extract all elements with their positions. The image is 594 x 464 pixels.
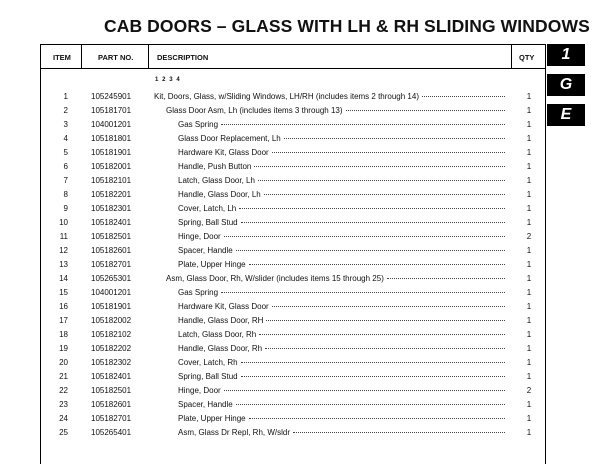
quantity: 1	[526, 92, 532, 101]
quantity: 1	[526, 358, 532, 367]
description-text: Glass Door Asm, Lh (includes items 3 through 13)	[166, 106, 343, 115]
quantity: 1	[526, 106, 532, 115]
dot-leader	[241, 375, 505, 377]
item-number: 24	[59, 414, 68, 423]
parts-table	[40, 44, 546, 464]
table-row	[41, 328, 545, 342]
header-qty: QTY	[519, 53, 535, 62]
description-text: Spring, Ball Stud	[178, 218, 238, 227]
section-tab: E	[547, 104, 585, 126]
description-cell	[178, 174, 505, 188]
description-text: Hardware Kit, Glass Door	[178, 302, 269, 311]
item-number: 10	[59, 218, 68, 227]
description-text: Glass Door Replacement, Lh	[178, 134, 281, 143]
description-text: Hinge, Door	[178, 386, 221, 395]
description-cell	[178, 258, 505, 272]
quantity: 1	[526, 344, 532, 353]
part-number: 105182302	[91, 358, 132, 367]
item-number: 6	[63, 162, 68, 171]
item-number: 1	[63, 92, 68, 101]
table-row	[41, 370, 545, 384]
header-divider	[511, 45, 512, 68]
description-cell	[178, 230, 505, 244]
item-number: 19	[59, 344, 68, 353]
description-cell	[178, 286, 505, 300]
item-number: 25	[59, 428, 68, 437]
dot-leader	[387, 277, 505, 279]
dot-leader	[422, 95, 505, 97]
description-text: Cover, Latch, Lh	[178, 204, 237, 213]
part-number: 105265401	[91, 428, 132, 437]
item-number: 2	[63, 106, 68, 115]
part-number: 105265301	[91, 274, 132, 283]
description-text: Handle, Push Button	[178, 162, 252, 171]
description-cell	[178, 244, 505, 258]
section-tab: G	[547, 74, 585, 96]
description-cell	[178, 202, 505, 216]
quantity: 2	[526, 386, 532, 395]
indent-level-markers	[155, 77, 184, 83]
part-number: 104001201	[91, 120, 132, 129]
table-row	[41, 342, 545, 356]
dot-leader	[224, 389, 505, 391]
description-cell	[178, 188, 505, 202]
description-text: Plate, Upper Hinge	[178, 260, 246, 269]
section-tab: 1	[547, 44, 585, 66]
description-cell	[166, 272, 505, 286]
description-cell	[178, 314, 505, 328]
description-text: Kit, Doors, Glass, w/Sliding Windows, LH/RH (includes items 2 through 14)	[154, 92, 419, 101]
table-row	[41, 286, 545, 300]
description-text: Gas Spring	[178, 288, 219, 297]
item-number: 3	[63, 120, 68, 129]
description-cell	[178, 412, 505, 426]
part-number: 105182401	[91, 372, 132, 381]
quantity: 1	[526, 218, 532, 227]
item-number: 23	[59, 400, 68, 409]
item-number: 22	[59, 386, 68, 395]
description-text: Gas Spring	[178, 120, 219, 129]
description-text: Spacer, Handle	[178, 400, 233, 409]
quantity: 2	[526, 232, 532, 241]
description-cell	[178, 216, 505, 230]
item-number: 18	[59, 330, 68, 339]
dot-leader	[272, 305, 505, 307]
table-row	[41, 90, 545, 104]
quantity: 1	[526, 260, 532, 269]
part-number: 105181801	[91, 134, 132, 143]
item-number: 8	[63, 190, 68, 199]
description-cell	[178, 384, 505, 398]
quantity: 1	[526, 372, 532, 381]
dot-leader	[293, 431, 505, 433]
part-number: 105181901	[91, 148, 132, 157]
description-text: Plate, Upper Hinge	[178, 414, 246, 423]
description-cell	[178, 146, 505, 160]
part-number: 105182601	[91, 246, 132, 255]
quantity: 1	[526, 176, 532, 185]
description-cell	[178, 356, 505, 370]
dot-leader	[249, 417, 505, 419]
part-number: 105245901	[91, 92, 132, 101]
item-number: 12	[59, 246, 68, 255]
quantity: 1	[526, 400, 532, 409]
dot-leader	[241, 221, 505, 223]
dot-leader	[272, 151, 505, 153]
table-row	[41, 160, 545, 174]
dot-leader	[265, 347, 505, 349]
description-text: Spring, Ball Stud	[178, 372, 238, 381]
quantity: 1	[526, 316, 532, 325]
header-part-no: PART NO.	[98, 53, 134, 62]
quantity: 1	[526, 288, 532, 297]
table-row	[41, 300, 545, 314]
table-row	[41, 384, 545, 398]
part-number: 105182401	[91, 218, 132, 227]
part-number: 105182601	[91, 400, 132, 409]
item-number: 11	[59, 232, 68, 241]
part-number: 105182102	[91, 330, 132, 339]
quantity: 1	[526, 148, 532, 157]
table-row	[41, 230, 545, 244]
part-number: 105182301	[91, 204, 132, 213]
part-number: 105182201	[91, 190, 132, 199]
part-number: 105182701	[91, 260, 132, 269]
dot-leader	[266, 319, 505, 321]
description-text: Asm, Glass Dr Repl, Rh, W/sldr	[178, 428, 291, 437]
description-cell	[178, 398, 505, 412]
table-row	[41, 132, 545, 146]
table-row	[41, 272, 545, 286]
description-cell	[178, 370, 505, 384]
description-cell	[166, 104, 505, 118]
table-row	[41, 118, 545, 132]
item-number: 7	[63, 176, 68, 185]
item-number: 16	[59, 302, 68, 311]
item-number: 4	[63, 134, 68, 143]
table-row	[41, 104, 545, 118]
level-marker: 4	[176, 77, 181, 83]
description-text: Asm, Glass Door, Rh, W/slider (includes items 15 through 25)	[166, 274, 384, 283]
dot-leader	[236, 403, 505, 405]
quantity: 1	[526, 414, 532, 423]
dot-leader	[241, 361, 505, 363]
table-row	[41, 216, 545, 230]
table-body	[41, 90, 545, 440]
table-row	[41, 244, 545, 258]
item-number: 9	[63, 204, 68, 213]
item-number: 13	[59, 260, 68, 269]
part-number: 105182202	[91, 344, 132, 353]
header-item: ITEM	[53, 53, 71, 62]
quantity: 1	[526, 246, 532, 255]
description-cell	[178, 132, 505, 146]
dot-leader	[224, 235, 505, 237]
table-row	[41, 356, 545, 370]
quantity: 1	[526, 302, 532, 311]
part-number: 105182002	[91, 316, 132, 325]
quantity: 1	[526, 428, 532, 437]
item-number: 20	[59, 358, 68, 367]
level-marker: 1	[155, 77, 159, 83]
part-number: 105182701	[91, 414, 132, 423]
table-row	[41, 426, 545, 440]
description-cell	[178, 160, 505, 174]
quantity: 1	[526, 330, 532, 339]
description-text: Hinge, Door	[178, 232, 221, 241]
description-text: Spacer, Handle	[178, 246, 233, 255]
part-number: 105181901	[91, 302, 132, 311]
table-row	[41, 202, 545, 216]
description-text: Handle, Glass Door, Rh	[178, 344, 263, 353]
description-cell	[178, 300, 505, 314]
description-text: Latch, Glass Door, Lh	[178, 176, 255, 185]
item-number: 17	[59, 316, 68, 325]
level-marker: 3	[169, 77, 174, 83]
dot-leader	[236, 249, 505, 251]
part-number: 105182101	[91, 176, 132, 185]
dot-leader	[346, 109, 505, 111]
dot-leader	[284, 137, 505, 139]
description-cell	[178, 328, 505, 342]
description-cell	[178, 426, 505, 440]
header-divider	[148, 45, 149, 68]
table-row	[41, 398, 545, 412]
dot-leader	[239, 207, 505, 209]
part-number: 105182501	[91, 386, 132, 395]
description-text: Handle, Glass Door, Lh	[178, 190, 261, 199]
dot-leader	[258, 179, 505, 181]
dot-leader	[249, 263, 505, 265]
quantity: 1	[526, 204, 532, 213]
quantity: 1	[526, 162, 532, 171]
dot-leader	[264, 193, 505, 195]
dot-leader	[259, 333, 505, 335]
description-text: Hardware Kit, Glass Door	[178, 148, 269, 157]
table-row	[41, 258, 545, 272]
item-number: 15	[59, 288, 68, 297]
description-text: Handle, Glass Door, RH	[178, 316, 264, 325]
table-row	[41, 174, 545, 188]
quantity: 1	[526, 190, 532, 199]
part-number: 105182001	[91, 162, 132, 171]
table-header	[41, 44, 545, 69]
item-number: 5	[63, 148, 68, 157]
part-number: 105182501	[91, 232, 132, 241]
description-cell	[178, 342, 505, 356]
table-row	[41, 314, 545, 328]
header-divider	[81, 45, 82, 68]
quantity: 1	[526, 134, 532, 143]
dot-leader	[221, 123, 505, 125]
dot-leader	[221, 291, 505, 293]
dot-leader	[254, 165, 505, 167]
description-text: Latch, Glass Door, Rh	[178, 330, 257, 339]
page-title: CAB DOORS – GLASS WITH LH & RH SLIDING WINDOWS	[104, 16, 590, 36]
part-number: 104001201	[91, 288, 132, 297]
description-cell	[178, 118, 505, 132]
item-number: 14	[59, 274, 68, 283]
quantity: 1	[526, 120, 532, 129]
quantity: 1	[526, 274, 532, 283]
level-marker: 2	[162, 77, 166, 83]
table-row	[41, 412, 545, 426]
table-row	[41, 188, 545, 202]
table-row	[41, 146, 545, 160]
header-description: DESCRIPTION	[157, 53, 209, 62]
part-number: 105181701	[91, 106, 132, 115]
description-text: Cover, Latch, Rh	[178, 358, 238, 367]
description-cell	[154, 90, 505, 104]
item-number: 21	[59, 372, 68, 381]
